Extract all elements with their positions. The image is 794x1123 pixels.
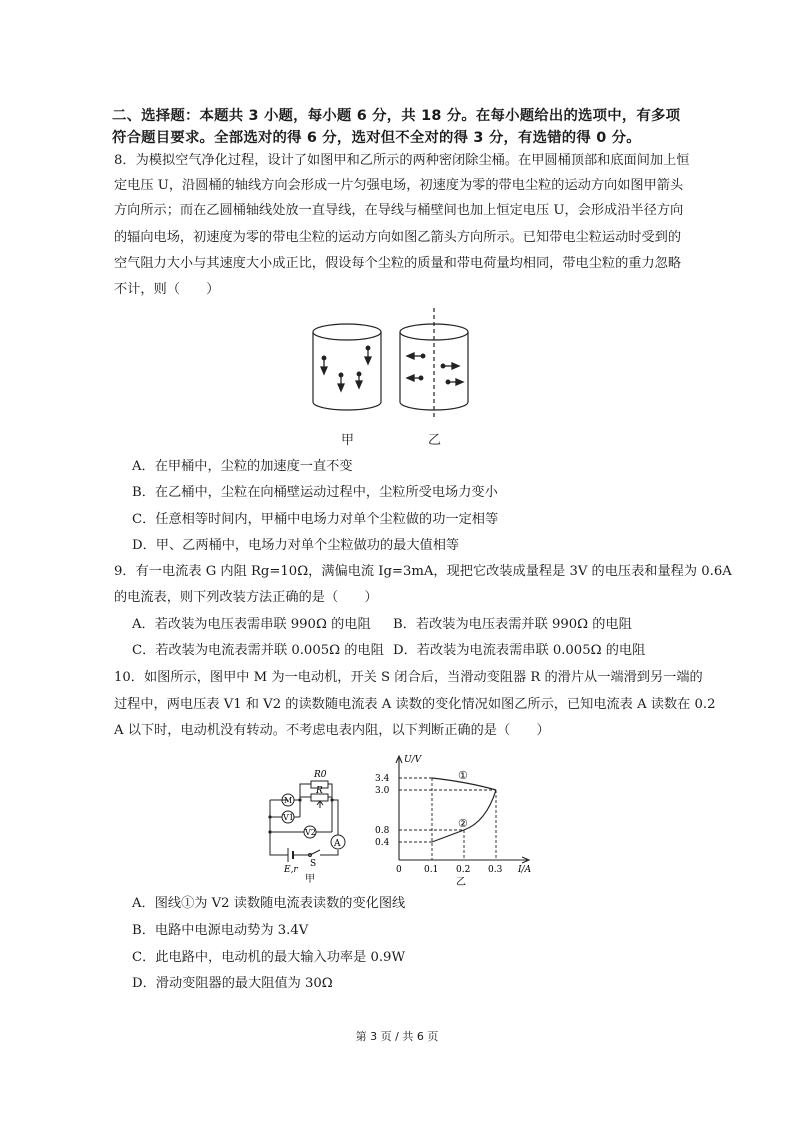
ui-graph — [375, 748, 538, 888]
circuit-label-ammeter: A — [334, 839, 341, 849]
q8-line: 的辐向电场，初速度为零的带电尘粒的运动方向如图乙箭头方向所示。已知带电尘粒运动时受到的 — [114, 230, 682, 245]
q10-option-b: B．电路中电源电动势为 3.4V — [132, 923, 309, 938]
q10-option-a: A．图线①为 V2 读数随电流表读数的变化图线 — [132, 896, 406, 911]
ytick-3.4: 3.4 — [375, 774, 390, 784]
q9-option-b: B．若改装为电压表需并联 990Ω 的电阻 — [393, 617, 632, 632]
section-heading-line2: 符合题目要求。全部选对的得 6 分，选对但不全对的得 3 分，有选错的得 0 分。 — [112, 130, 641, 146]
q8-option-d: D．甲、乙两桶中，电场力对单个尘粒做功的最大值相等 — [132, 538, 460, 553]
q10-line: 10．如图所示，图甲中 M 为一电动机，开关 S 闭合后，当滑动变阻器 R 的滑片从一端滑到另一端的 — [114, 670, 703, 685]
q10-option-d: D．滑动变阻器的最大阻值为 30Ω — [132, 976, 333, 991]
circuit-label-r0: R0 — [314, 770, 327, 780]
circuit-caption: 甲 — [305, 874, 315, 885]
q8-line: 不计，则（ ） — [114, 282, 220, 297]
circuit-label-motor: M — [284, 796, 293, 805]
figure-label-yi: 乙 — [428, 433, 442, 448]
xtick-0.1: 0.1 — [424, 865, 439, 875]
q8-line: 8．为模拟空气净化过程，设计了如图甲和乙所示的两种密闭除尘桶。在甲圆桶顶部和底面间加上恒 — [114, 153, 690, 168]
origin-label: 0 — [396, 865, 402, 875]
dust-bucket-figure — [300, 300, 490, 450]
circuit-diagram — [258, 760, 358, 885]
q8-line: 方向所示；而在乙圆桶轴线处放一直导线，在导线与桶壁间也加上恒定电压 U，会形成沿半径方向 — [114, 203, 684, 218]
x-axis-label: I/A — [518, 865, 532, 875]
section-heading-line1: 二、选择题：本题共 3 小题，每小题 6 分，共 18 分。在每小题给出的选项中，有多项 — [112, 108, 681, 124]
q8-option-a: A．在甲桶中，尘粒的加速度一直不变 — [132, 459, 353, 474]
q10-option-c: C．此电路中，电动机的最大输入功率是 0.9W — [132, 950, 405, 965]
q9-line: 的电流表，则下列改装方法正确的是（ ） — [114, 590, 378, 605]
ytick-3.0: 3.0 — [375, 786, 390, 796]
q9-option-d: D．若改装为电流表需串联 0.005Ω 的电阻 — [393, 643, 646, 658]
q8-line: 定电压 U，沿圆桶的轴线方向会形成一片匀强电场，初速度为零的带电尘粒的运动方向如图甲箭头 — [114, 178, 684, 193]
circuit-label-v2: V2 — [305, 828, 316, 837]
q9-option-c: C．若改装为电流表需并联 0.005Ω 的电阻 — [132, 643, 384, 658]
q9-line: 9．有一电流表 G 内阻 Rg=10Ω，满偏电流 Ig=3mA，现把它改装成量程是 3V 的电压表和量程为 0.6A — [114, 564, 732, 579]
circuit-label-r: R — [316, 786, 323, 796]
circuit-label-switch: S — [310, 859, 317, 869]
q8-option-c: C．任意相等时间内，甲桶中电场力对单个尘粒做的功一定相等 — [132, 512, 499, 527]
xtick-0.2: 0.2 — [456, 865, 471, 875]
circuit-label-v1: V1 — [283, 813, 294, 822]
q10-line: 过程中，两电压表 V1 和 V2 的读数随电流表 A 读数的变化情况如图乙所示，已知电流表 A 读数在 0.2 — [114, 697, 716, 712]
q10-line: A 以下时，电动机没有转动。不考虑电表内阻，以下判断正确的是（ ） — [114, 723, 550, 738]
q9-option-a: A．若改装为电压表需串联 990Ω 的电阻 — [132, 617, 371, 632]
page-footer: 第 3 页 / 共 6 页 — [355, 1030, 439, 1043]
y-axis-label: U/V — [404, 755, 422, 765]
q8-option-b: B．在乙桶中，尘粒在向桶壁运动过程中，尘粒所受电场力变小 — [132, 485, 498, 500]
ytick-0.8: 0.8 — [375, 826, 390, 836]
curve1-label: ① — [458, 769, 468, 782]
xtick-0.3: 0.3 — [488, 865, 503, 875]
figure-label-jia: 甲 — [341, 433, 355, 448]
curve2-label: ② — [458, 817, 468, 830]
graph-caption: 乙 — [456, 877, 466, 888]
circuit-label-er: E,r — [284, 865, 298, 875]
ytick-0.4: 0.4 — [375, 838, 390, 848]
q8-line: 空气阻力大小与其速度大小成正比，假设每个尘粒的质量和带电荷量均相同，带电尘粒的重力忽略 — [114, 256, 682, 271]
